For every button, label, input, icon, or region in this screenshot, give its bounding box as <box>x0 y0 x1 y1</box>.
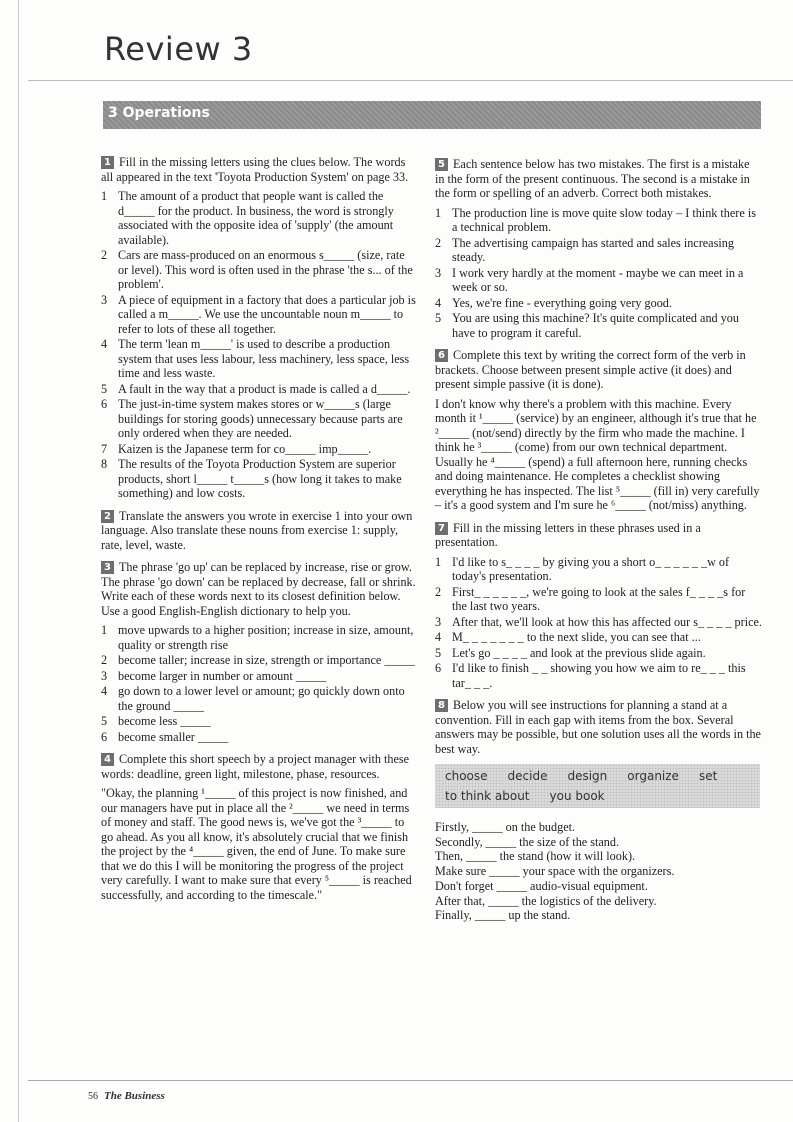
list-item: 6 The just-in-time system makes stores or w_____s (large buildings for storing goods) unnecessary because parts are only ordered when they are needed. <box>101 397 403 440</box>
plan-line: Then, _____ the stand (how it will look). <box>435 849 636 864</box>
plan-line: Make sure _____ your space with the organizers. <box>435 864 675 879</box>
list-item: 1 move upwards to a higher position; increase in size, amount, quality or strength rise <box>101 623 414 652</box>
list-item: 6 become smaller _____ <box>101 729 229 744</box>
list-item: 1 I'd like to s_ _ _ _ by giving you a short o_ _ _ _ _ _w of today's presentation. <box>435 554 730 583</box>
exercise-6-instruction: 6 Complete this text by writing the correct form of the verb in brackets. Choose between present simple active (it does) and present simple passive (it is done). <box>435 348 746 391</box>
exercise-8-instruction: 8 Below you will see instructions for planning a stand at a convention. Fill in each gap with items from the box. Several answers may be possible, but one solution uses all the words in the best way. <box>435 698 761 756</box>
list-item: 5 become less _____ <box>101 714 211 728</box>
list-item: 4 M_ _ _ _ _ _ _ to the next slide, you can see that ... <box>435 630 701 644</box>
page-title: Review 3 <box>104 30 253 68</box>
list-item: 8 The results of the Toyota Production System are superior products, short l_____ t_____s (how long it takes to make something) and low costs. <box>101 457 402 500</box>
exercise-3-items <box>101 623 417 744</box>
list-item: 2 The advertising campaign has started and sales increasing steady. <box>435 235 734 264</box>
exercise-number-badge: 1 <box>101 156 114 169</box>
list-item: 1 The amount of a product that people want is called the d_____ for the product. In business, the word is strongly associated with the opposite idea of 'supply' (the amount available). <box>101 189 394 247</box>
exercise-number-badge: 2 <box>101 510 114 523</box>
exercise-number-badge: 5 <box>435 158 448 171</box>
right-column <box>435 157 762 931</box>
page-edge-line <box>18 0 19 1122</box>
page-footer <box>88 1090 165 1102</box>
exercise-7-items <box>435 555 762 691</box>
list-item: 6 I'd like to finish _ _ showing you how we aim to re_ _ _ this tar_ _ _. <box>435 661 746 690</box>
word-box-item: set <box>698 769 718 783</box>
list-item: 5 You are using this machine? It's quite complicated and you have to program it careful. <box>435 311 739 340</box>
plan-line: Secondly, _____ the size of the stand. <box>435 834 620 849</box>
section-label: 3 Operations <box>108 105 210 121</box>
word-box-item: choose <box>445 769 488 783</box>
section-banner <box>103 101 761 129</box>
exercise-6 <box>435 348 762 513</box>
word-box-row <box>435 784 760 804</box>
exercise-4 <box>101 752 417 902</box>
exercise-5 <box>435 157 762 340</box>
exercise-8 <box>435 698 762 923</box>
exercise-2-instruction: 2 Translate the answers you wrote in exercise 1 into your own language. Also translate these nouns from exercise 1: supply, rate, level, waste. <box>101 508 413 552</box>
exercise-number-badge: 3 <box>101 561 114 574</box>
list-item: 7 Kaizen is the Japanese term for co_____ imp_____. <box>101 441 372 456</box>
list-item: 5 Let's go _ _ _ _ and look at the previous slide again. <box>435 645 706 660</box>
list-item: 5 A fault in the way that a product is made is called a d_____. <box>101 381 411 396</box>
word-box-item: you book <box>549 788 605 803</box>
word-box-item: decide <box>507 769 548 783</box>
plan-line: Firstly, _____ on the budget. <box>435 820 576 834</box>
title-rule <box>28 80 793 81</box>
word-box-item: organize <box>627 769 679 783</box>
exercise-7-instruction: 7 Fill in the missing letters in these phrases used in a presentation. <box>435 520 701 549</box>
exercise-3 <box>101 560 417 744</box>
exercise-4-instruction: 4 Complete this short speech by a project manager with these words: deadline, green light, milestone, phase, resources. <box>101 752 410 781</box>
word-box-row <box>435 764 760 784</box>
exercise-5-items <box>435 206 762 341</box>
exercise-number-badge: 8 <box>435 699 448 712</box>
list-item: 2 Cars are mass-produced on an enormous s_____ (size, rate or level). This word is often used in the phrase 'the s... of the problem'. <box>101 248 413 291</box>
list-item: 2 First_ _ _ _ _ _, we're going to look at the sales f_ _ _ _s for the last two years. <box>435 584 746 613</box>
list-item: 2 become taller; increase in size, strength or importance _____ <box>101 653 415 667</box>
exercise-1-items <box>101 189 417 501</box>
word-box <box>435 764 760 808</box>
exercise-3-instruction: 3 The phrase 'go up' can be replaced by increase, rise or grow. The phrase 'go down' can be replaced by decrease, fall or shrink. Write each of these words next to its closest definition below. Use a good English-English dictionary to help you. <box>101 560 416 618</box>
word-box-item: to think about <box>445 788 530 803</box>
exercise-1-instruction: 1 Fill in the missing letters using the clues below. The words all appeared in the text 'Toyota Production System' on page 33. <box>101 155 409 184</box>
plan-line: Don't forget _____ audio-visual equipment. <box>435 878 648 893</box>
exercise-6-text: I don't know why there's a problem with this machine. Every month it ¹_____ (service) by an engineer, although it's true that he ²_____ (not/send) directly by the firm who made the machine. I think he ³_____ (come) from our own technical department. Usually he ⁴_____ (spend) a full afternoon here, running checks and doing maintenance. He completes a checklist showing everything he has inspected. The list ⁵_____ (fill in) very carefully – it's a good system and I'm sure he ⁶_____ (not/miss) anything. <box>435 396 760 512</box>
list-item: 3 become larger in number or amount _____ <box>101 668 327 683</box>
exercise-number-badge: 7 <box>435 522 448 535</box>
plan-line: After that, _____ the logistics of the delivery. <box>435 893 657 908</box>
exercise-1 <box>101 155 417 501</box>
left-column <box>101 155 417 910</box>
list-item: 4 go down to a lower level or amount; go quickly down onto the ground _____ <box>101 684 405 713</box>
exercise-number-badge: 6 <box>435 349 448 362</box>
list-item: 4 Yes, we're fine - everything going very good. <box>435 295 672 310</box>
exercise-7 <box>435 521 762 691</box>
footer-rule <box>28 1080 793 1081</box>
page-number: 56 <box>88 1091 98 1102</box>
book-brand: The Business <box>104 1090 165 1102</box>
list-item: 3 A piece of equipment in a factory that does a particular job is called a m_____. We use the uncountable noun m_____ to refer to lots of these all together. <box>101 292 416 336</box>
exercise-4-speech: "Okay, the planning ¹_____ of this project is now finished, and our managers have put in place all the ²_____ we need in terms of money and staff. The good news is, we've got the ³_____ to go ahead. As you all know, it's absolutely crucial that we finish the project by the ⁴_____ given, the end of June. To make sure that we do this I will be monitoring the progress of the project very carefully. I want to make sure that every ⁵_____ is reached successfully, and according to the timescale." <box>101 786 412 902</box>
list-item: 4 The term 'lean m_____' is used to describe a production system that uses less labour, less machinery, less space, less time and less waste. <box>101 337 410 380</box>
list-item: 3 After that, we'll look at how this has affected our s_ _ _ _ price. <box>435 614 762 629</box>
word-box-item: design <box>567 769 608 783</box>
plan-line: Finally, _____ up the stand. <box>435 908 571 923</box>
list-item: 1 The production line is move quite slow today – I think there is a technical problem. <box>435 205 756 234</box>
exercise-2 <box>101 509 417 553</box>
exercise-number-badge: 4 <box>101 753 114 766</box>
list-item: 3 I work very hardly at the moment - maybe we can meet in a week or so. <box>435 265 744 294</box>
exercise-5-instruction: 5 Each sentence below has two mistakes. The first is a mistake in the form of the present continuous. The second is a mistake in the form or spelling of an adverb. Correct both mistakes. <box>435 157 750 200</box>
